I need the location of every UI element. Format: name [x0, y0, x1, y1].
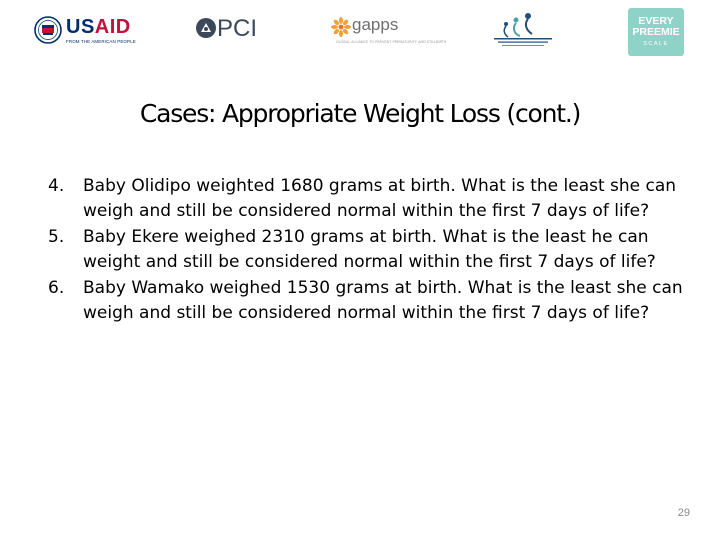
page-number: 29 — [677, 507, 690, 519]
gapps-wordmark: gapps — [352, 15, 399, 34]
question-item — [48, 276, 688, 327]
question-text: Baby Wamako weighed 1530 grams at birth. What is the least she can weigh and still be considered normal within the first 7 days of life? — [83, 277, 683, 324]
usaid-seal-icon — [34, 16, 62, 44]
every-preemie-logo — [628, 8, 684, 56]
pci-mark-icon — [195, 17, 217, 39]
every-preemie-line1: EVERY — [638, 15, 674, 27]
pci-logo — [195, 15, 261, 43]
question-number: 4. — [48, 176, 65, 196]
acnm-logo-icon — [488, 10, 558, 50]
gapps-flower-icon — [330, 16, 352, 38]
question-list — [48, 174, 688, 326]
pci-wordmark: PCI — [217, 15, 258, 42]
usaid-tagline: FROM THE AMERICAN PEOPLE — [66, 39, 136, 44]
slide-title: Cases: Appropriate Weight Loss (cont.) — [139, 99, 581, 128]
question-number: 5. — [48, 226, 65, 247]
gapps-logo — [330, 14, 447, 50]
question-item — [48, 225, 688, 276]
every-preemie-line2: PREEMIE — [632, 26, 680, 38]
question-item — [48, 174, 688, 225]
question-text: Baby Ekere weighed 2310 grams at birth. What is the least he can weight and still be considered normal within the first 7 days of life? — [83, 226, 656, 273]
question-text: Baby Olidipo weighted 1680 grams at birth. What is the least she can weigh and still be considered normal within the first 7 days of life? — [83, 176, 677, 222]
usaid-wordmark: USAID — [66, 16, 131, 38]
gapps-tagline: GLOBAL ALLIANCE TO PREVENT PREMATURITY AND STILLBIRTH — [336, 40, 447, 44]
usaid-logo — [34, 14, 134, 48]
logo-bar — [0, 0, 720, 64]
question-number: 6. — [48, 277, 65, 298]
every-preemie-line3: SCALE — [643, 41, 669, 47]
